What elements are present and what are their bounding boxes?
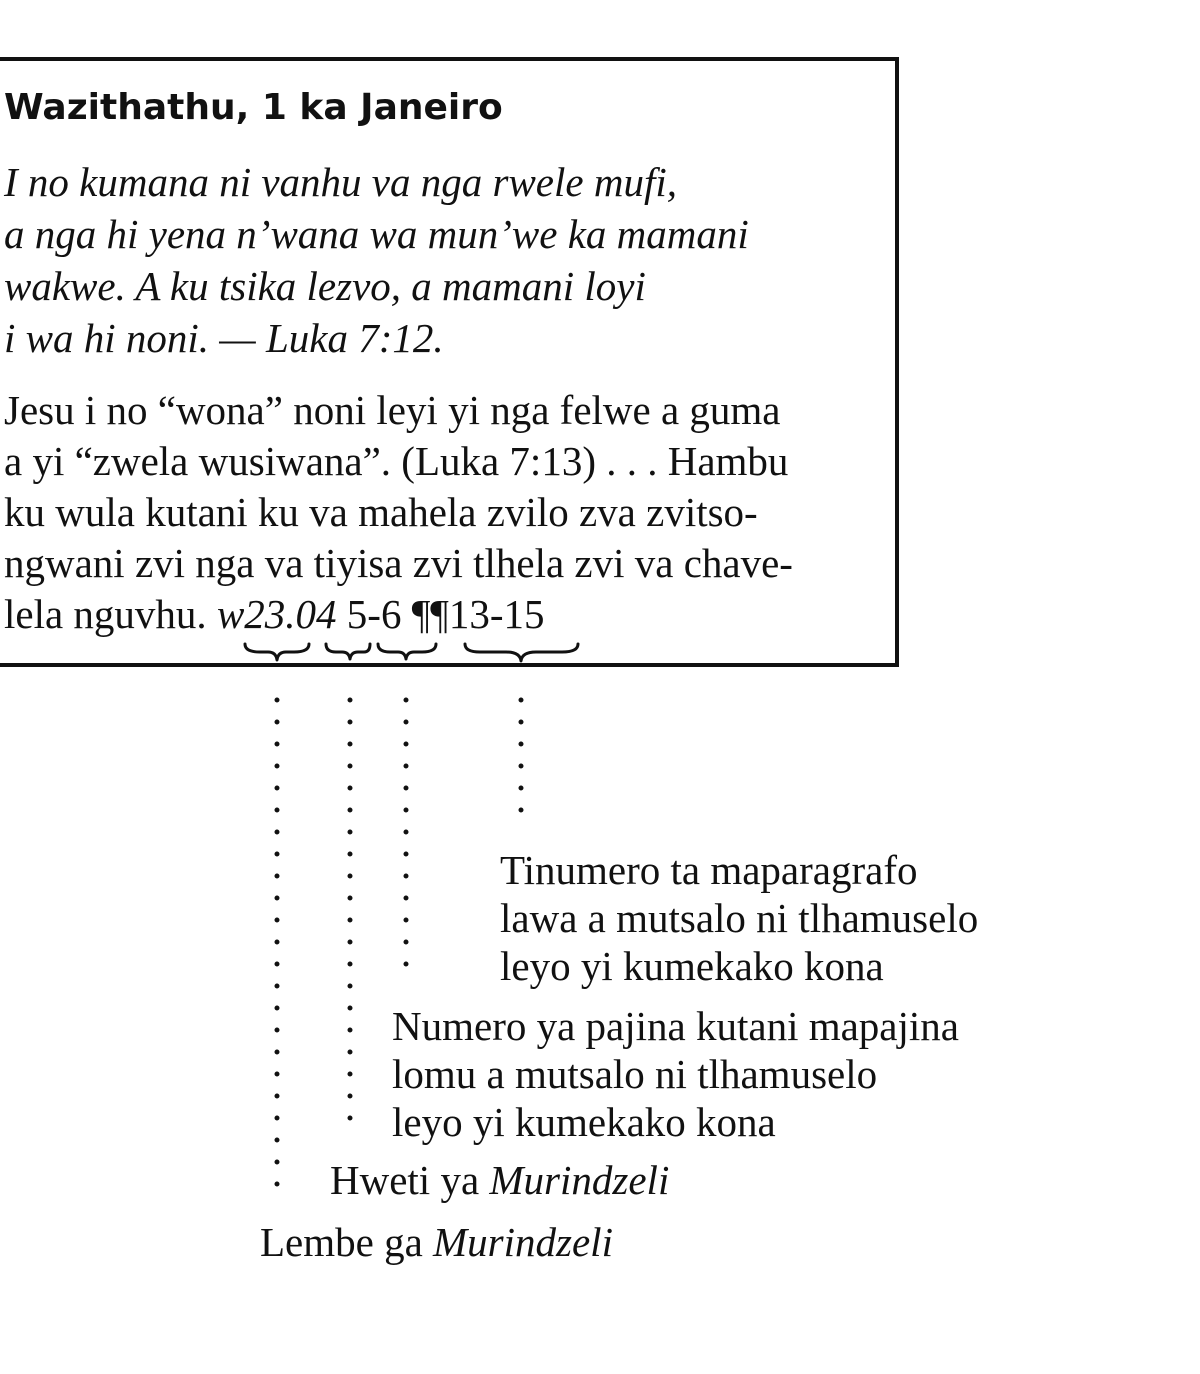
brace-publication xyxy=(245,644,309,660)
brace-issue xyxy=(326,644,370,659)
brace-paragraphs xyxy=(465,644,578,661)
verse-line-1: I no kumana ni vanhu va nga rwele mufi, xyxy=(4,159,677,205)
comment-line-1: Jesu i no “wona” noni leyi yi nga felwe a guma xyxy=(4,387,781,433)
comment-line-3: ku wula kutani ku va mahela zvilo zva zvitso- xyxy=(4,489,758,535)
reference-separator: . xyxy=(285,591,296,637)
reference-publication: w23 xyxy=(216,591,286,637)
verse-line-4: i wa hi noni. — Luka 7:12. xyxy=(4,315,444,361)
annotation-paragraphs-line-3: leyo yi kumekako kona xyxy=(500,943,884,989)
reference-pages: 5-6 xyxy=(346,591,402,637)
annotation-paragraphs-line-1: Tinumero ta maparagrafo xyxy=(500,847,918,893)
comment-line-2: a yi “zwela wusiwana”. (Luka 7:13) . . . Hambu xyxy=(4,438,789,484)
annotation-issue xyxy=(330,1156,669,1204)
annotation-pages-line-1: Numero ya pajina kutani mapajina xyxy=(392,1003,959,1049)
annotation-paragraphs-line-2: lawa a mutsalo ni tlhamuselo xyxy=(500,895,979,941)
comment-line-4: ngwani zvi nga va tiyisa zvi tlhela zvi va chave- xyxy=(4,540,793,586)
verse-line-2: a nga hi yena n’wana wa mun’we ka mamani xyxy=(4,211,749,257)
annotation-issue-title: Murindzeli xyxy=(489,1157,670,1203)
annotation-pages-line-3: leyo yi kumekako kona xyxy=(392,1099,776,1145)
annotation-pages-line-2: lomu a mutsalo ni tlhamuselo xyxy=(392,1051,878,1097)
comment-last-line-text: lela nguvhu. xyxy=(4,591,217,637)
annotation-year-text: Lembe ga xyxy=(260,1219,434,1265)
brace-pages xyxy=(378,644,436,659)
annotation-year xyxy=(260,1218,613,1266)
date-heading: Wazithathu, 1 ka Janeiro xyxy=(4,87,503,128)
verse-line-3: wakwe. A ku tsika lezvo, a mamani loyi xyxy=(4,263,646,309)
reference-issue: 04 xyxy=(295,591,337,637)
annotation-year-title: Murindzeli xyxy=(433,1219,613,1265)
annotation-issue-text: Hweti ya xyxy=(330,1157,490,1203)
reference-paragraphs: ¶¶13-15 xyxy=(411,591,545,637)
